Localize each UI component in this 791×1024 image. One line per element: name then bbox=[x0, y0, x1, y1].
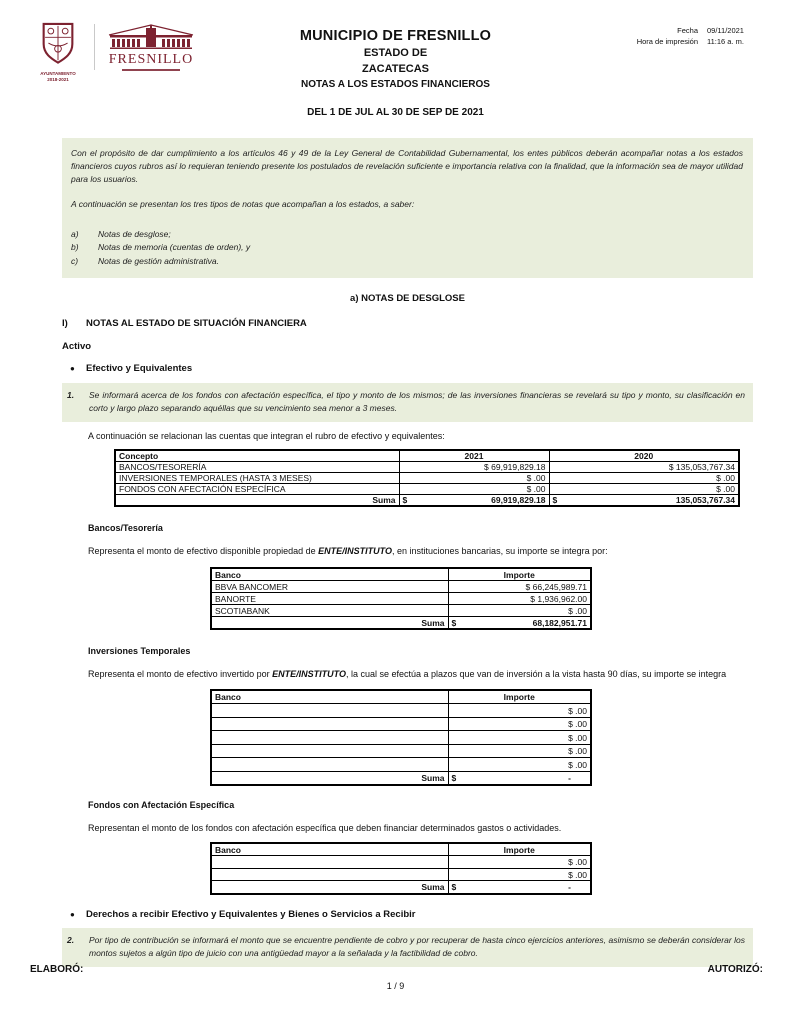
table-row bbox=[211, 704, 591, 718]
autorizo-label: AUTORIZÓ: bbox=[707, 964, 763, 975]
suma-value: 135,053,767.34 bbox=[675, 494, 735, 505]
header-importe: Importe bbox=[448, 690, 591, 704]
header-banco: Banco bbox=[211, 690, 448, 704]
suma-2020 bbox=[549, 494, 739, 506]
cell-2021: $ .00 bbox=[399, 472, 549, 483]
elaboro-label: ELABORÓ: bbox=[30, 964, 84, 975]
table-row bbox=[211, 758, 591, 772]
print-date-row bbox=[637, 25, 757, 36]
table-suma-row bbox=[115, 494, 739, 506]
list-item-text: Notas de memoria (cuentas de orden), y bbox=[98, 242, 251, 253]
state-line-1: ESTADO DE bbox=[363, 47, 428, 59]
desc-text-pre: Representa el monto de efectivo disponible propiedad de bbox=[88, 545, 319, 556]
list-item bbox=[71, 255, 743, 269]
table-header-row bbox=[211, 568, 591, 581]
table-header-row bbox=[211, 690, 591, 704]
suma-label: Suma bbox=[115, 494, 399, 506]
suma-value: - bbox=[568, 773, 571, 784]
cell-importe: $ .00 bbox=[448, 717, 591, 731]
header-concepto: Concepto bbox=[115, 450, 399, 462]
cell-2020: $ .00 bbox=[549, 483, 739, 494]
suma-value: - bbox=[568, 882, 571, 893]
suma-2021 bbox=[399, 494, 549, 506]
note-text: Por tipo de contribución se informará el monto que se encuentre pendiente de cobro y por recuperar de hasta cinco ejercicios anteriores, asimismo se deberán considerar los montos sujetos a algún tipo de juicio con una antigüedad mayor a la señalada y la factibilidad de cobro. bbox=[89, 935, 745, 959]
currency-sign: $ bbox=[402, 494, 408, 505]
list-item bbox=[71, 241, 743, 255]
suma-importe bbox=[448, 771, 591, 785]
cell-banco bbox=[211, 868, 448, 881]
header-2021: 2021 bbox=[399, 450, 549, 462]
suma-importe bbox=[448, 881, 591, 894]
cell-concepto: INVERSIONES TEMPORALES (HASTA 3 MESES) bbox=[115, 472, 399, 483]
note-text: Se informará acerca de los fondos con afectación específica, el tipo y monto de los mismos; de las inversiones financieras se revelará su tipo y monto, su clasificación en corto y largo plazo separando aquéllas que su vencimiento sea menor a 3 meses. bbox=[89, 389, 745, 413]
desc-text-pre: Representa el monto de efectivo invertido por bbox=[88, 669, 273, 680]
intro-note-block bbox=[62, 138, 753, 278]
cell-importe: $ .00 bbox=[448, 704, 591, 718]
table-suma-row bbox=[211, 617, 591, 630]
fondos-afectacion-heading: Fondos con Afectación Específica bbox=[88, 800, 235, 811]
list-item bbox=[71, 228, 743, 242]
table-row bbox=[211, 605, 591, 617]
activo-heading: Activo bbox=[62, 341, 92, 353]
print-time-value: 11:16 a. m. bbox=[707, 37, 744, 47]
list-item-letter: c) bbox=[71, 255, 79, 266]
intro-paragraph-2: A continuación se presentan los tres tipos de notas que acompañan a los estados, a saber: bbox=[71, 198, 415, 209]
bullet-label: Efectivo y Equivalentes bbox=[86, 363, 193, 375]
list-item-text: Notas de gestión administrativa. bbox=[98, 255, 219, 266]
table-row bbox=[115, 472, 739, 483]
print-date-value: 09/11/2021 bbox=[707, 26, 744, 35]
currency-sign: $ bbox=[451, 882, 457, 893]
bancos-tesoreria-description bbox=[88, 545, 753, 558]
suma-value: 69,919,829.18 bbox=[491, 494, 546, 505]
print-time-row bbox=[637, 36, 757, 47]
table-header-row bbox=[211, 843, 591, 856]
header-banco: Banco bbox=[211, 568, 448, 581]
cell-importe: $ .00 bbox=[448, 605, 591, 617]
inversiones-table bbox=[210, 689, 592, 787]
cell-importe: $ .00 bbox=[448, 758, 591, 772]
bancos-table bbox=[210, 567, 592, 630]
cell-banco: SCOTIABANK bbox=[211, 605, 448, 617]
cell-2021: $ 69,919,829.18 bbox=[399, 461, 549, 472]
ente-instituto-emphasis: ENTE/INSTITUTO bbox=[272, 669, 346, 680]
table-row bbox=[211, 744, 591, 758]
fresnillo-brand-name: FRESNILLO bbox=[108, 52, 194, 67]
desc-text-post: , la cual se efectúa a plazos que van de inversión a la vista hasta 90 días, su importe se integra bbox=[345, 669, 727, 680]
state-line-2: ZACATECAS bbox=[361, 63, 429, 75]
table-row bbox=[211, 868, 591, 881]
fondos-table bbox=[210, 842, 592, 895]
print-date-label: Fecha bbox=[677, 26, 698, 35]
cell-importe: $ .00 bbox=[448, 744, 591, 758]
cell-concepto: BANCOS/TESORERÍA bbox=[115, 461, 399, 472]
bancos-tesoreria-heading: Bancos/Tesorería bbox=[88, 522, 163, 533]
table-header-row bbox=[115, 450, 739, 462]
print-time-label: Hora de impresión bbox=[636, 37, 698, 47]
inversiones-description bbox=[88, 668, 753, 681]
note-number: 2. bbox=[67, 935, 75, 946]
currency-sign: $ bbox=[451, 773, 457, 784]
suma-label: Suma bbox=[211, 617, 448, 630]
cell-2020: $ .00 bbox=[549, 472, 739, 483]
intro-paragraph-1: Con el propósito de dar cumplimiento a los artículos 46 y 49 de la Ley General de Contabilidad Gubernamental, los entes públicos deberán acompañar notas a los estados financieros cuyos rubros así lo requieran teniendo presente los postulados de revelación suficiente e importancia relativa con la finalidad, que la información sea de mayor utilidad para los usuarios. bbox=[71, 148, 743, 185]
ente-instituto-emphasis: ENTE/INSTITUTO bbox=[318, 545, 392, 556]
numbered-note-2 bbox=[62, 928, 753, 967]
efectivo-equivalentes-table bbox=[114, 449, 740, 507]
page-title: MUNICIPIO DE FRESNILLO bbox=[299, 28, 492, 44]
currency-sign: $ bbox=[451, 617, 457, 628]
section-situacion-financiera bbox=[62, 318, 753, 329]
table-suma-row bbox=[211, 881, 591, 894]
document-body bbox=[62, 138, 753, 967]
list-item-text: Notas de desglose; bbox=[98, 228, 171, 239]
section-desglose-title: a) NOTAS DE DESGLOSE bbox=[350, 293, 465, 305]
print-info bbox=[637, 25, 757, 48]
cell-importe: $ 66,245,989.71 bbox=[448, 581, 591, 593]
table-row bbox=[211, 856, 591, 869]
cell-importe: $ .00 bbox=[448, 856, 591, 869]
table-row bbox=[211, 717, 591, 731]
cell-banco bbox=[211, 704, 448, 718]
cell-banco bbox=[211, 744, 448, 758]
cell-banco: BBVA BANCOMER bbox=[211, 581, 448, 593]
cell-banco bbox=[211, 717, 448, 731]
bullet-derechos-recibir bbox=[62, 909, 753, 920]
cell-2020: $ 135,053,767.34 bbox=[549, 461, 739, 472]
header-importe: Importe bbox=[448, 568, 591, 581]
table-row bbox=[211, 581, 591, 593]
suma-label: Suma bbox=[211, 771, 448, 785]
table-row bbox=[115, 483, 739, 494]
table-row bbox=[211, 593, 591, 605]
numbered-note-1 bbox=[62, 383, 753, 422]
cell-banco: BANORTE bbox=[211, 593, 448, 605]
header-banco: Banco bbox=[211, 843, 448, 856]
report-period: DEL 1 DE JUL AL 30 DE SEP DE 2021 bbox=[307, 107, 484, 118]
bullet-icon: ● bbox=[70, 909, 75, 919]
list-item-letter: a) bbox=[71, 228, 79, 239]
cell-importe: $ 1,936,962.00 bbox=[448, 593, 591, 605]
page-number: 1 / 9 bbox=[386, 981, 405, 991]
section-title: NOTAS AL ESTADO DE SITUACIÓN FINANCIERA bbox=[86, 318, 307, 330]
inversiones-temporales-heading: Inversiones Temporales bbox=[88, 646, 191, 657]
cell-banco bbox=[211, 731, 448, 745]
crest-caption-line2: 2018-2021 bbox=[47, 76, 69, 82]
suma-label: Suma bbox=[211, 881, 448, 894]
section-number: I) bbox=[62, 318, 68, 330]
cell-importe: $ .00 bbox=[448, 868, 591, 881]
crest-caption-line1: AYUNTAMIENTO bbox=[40, 71, 76, 76]
header-importe: Importe bbox=[448, 843, 591, 856]
table-row bbox=[211, 731, 591, 745]
cell-concepto: FONDOS CON AFECTACIÓN ESPECÍFICA bbox=[115, 483, 399, 494]
cell-banco bbox=[211, 856, 448, 869]
note-number: 1. bbox=[67, 389, 75, 400]
suma-value: 68,182,951.71 bbox=[532, 617, 587, 628]
table-suma-row bbox=[211, 771, 591, 785]
document-kind: NOTAS A LOS ESTADOS FINANCIEROS bbox=[301, 79, 490, 90]
table-row bbox=[115, 461, 739, 472]
fondos-description: Representan el monto de los fondos con afectación específica que deben financiar determinados gastos o actividades. bbox=[88, 823, 562, 834]
cell-banco bbox=[211, 758, 448, 772]
list-item-letter: b) bbox=[71, 242, 79, 253]
efectivo-table-intro: A continuación se relacionan las cuentas que integran el rubro de efectivo y equivalentes: bbox=[88, 431, 445, 441]
header-2020: 2020 bbox=[549, 450, 739, 462]
suma-importe bbox=[448, 617, 591, 630]
bullet-icon: ● bbox=[70, 364, 75, 374]
bullet-efectivo-equivalentes bbox=[62, 363, 753, 374]
cell-2021: $ .00 bbox=[399, 483, 549, 494]
desc-text-post: , en instituciones bancarias, su importe se integra por: bbox=[392, 545, 608, 556]
bullet-label: Derechos a recibir Efectivo y Equivalentes y Bienes o Servicios a Recibir bbox=[86, 908, 416, 920]
notes-type-list bbox=[71, 228, 743, 269]
currency-sign: $ bbox=[552, 494, 558, 505]
cell-importe: $ .00 bbox=[448, 731, 591, 745]
